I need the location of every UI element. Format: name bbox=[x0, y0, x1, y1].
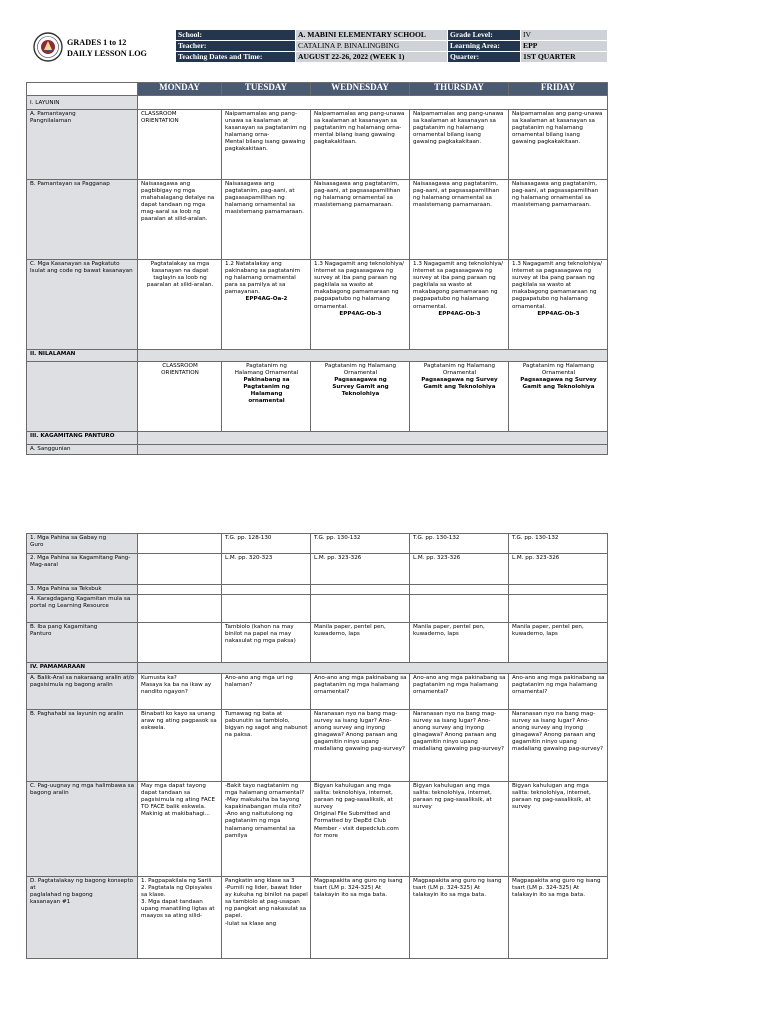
kagamitan-row bbox=[27, 432, 608, 445]
day-header: WEDNESDAY bbox=[311, 83, 410, 96]
corner-cell bbox=[27, 83, 138, 96]
cell-text: CLASSROOM ORIENTATION bbox=[161, 363, 199, 377]
learning-area-label: Learning Area: bbox=[448, 40, 521, 51]
row-label: C. Pag-uugnay ng mga halimbawa sa bagong aralin bbox=[27, 782, 138, 877]
table-row bbox=[27, 782, 608, 877]
table-cell bbox=[138, 585, 222, 595]
cell-subtopic: Pakinabang sa Pagtatanim ng Halamang ornamental bbox=[243, 377, 290, 405]
row-label: 1. Mga Pahina sa Gabay ng Guro bbox=[27, 534, 138, 554]
table-cell: 1. Pagpapakilala ng Sarili 2. Pagtatala ng Opisyales sa klase. 3. Mga dapat tandaan upang manatiling ligtas at maayos sa ating silid- bbox=[138, 877, 222, 959]
table-row bbox=[27, 877, 608, 959]
grade-level-label: Grade Level: bbox=[448, 30, 521, 41]
row-label: B. Pamantayan sa Pagganap bbox=[27, 180, 138, 260]
table-cell bbox=[509, 595, 608, 623]
dll-table-page2 bbox=[26, 533, 608, 959]
day-header: TUESDAY bbox=[222, 83, 311, 96]
dll-title-line1: GRADES 1 to 12 bbox=[67, 38, 127, 47]
row-label: C. Mga Kasanayan sa Pagkatuto Isulat ang code ng bawat kasanayan bbox=[27, 260, 138, 350]
section-kagamitan: III. KAGAMITANG PANTURO bbox=[27, 432, 138, 445]
table-cell: Naipamamalas ang pang-unawa sa kaalaman at kasanayan sa pagtatanim ng halamang orna- Mental bilang isang gawaing pagkakakitaan. bbox=[222, 110, 311, 180]
cell-subtopic: Pagsasagawa ng Survey Gamit ang Teknolohiya bbox=[421, 377, 498, 391]
quarter-value: 1ST QUARTER bbox=[521, 51, 608, 62]
teacher-label: Teacher: bbox=[176, 40, 296, 51]
table-cell: L.M. pp. 323-326 bbox=[311, 554, 410, 585]
row-label: 4. Karagdagang Kagamitan mula sa portal ng Learning Resource bbox=[27, 595, 138, 623]
section-pamamaraan: IV. PAMAMARAAN bbox=[27, 663, 138, 674]
kagamitan-bar bbox=[138, 432, 608, 445]
day-header: FRIDAY bbox=[509, 83, 608, 96]
table-cell: L.M. pp. 320-323 bbox=[222, 554, 311, 585]
pamamaraan-bar bbox=[138, 663, 608, 674]
table-cell: T.G. pp. 130-132 bbox=[410, 534, 509, 554]
table-cell bbox=[311, 585, 410, 595]
table-cell: Ano-ano ang mga pakinabang sa pagtatanim ng mga halamang ornamental? bbox=[311, 674, 410, 710]
layunin-blank bbox=[138, 96, 608, 110]
table-cell: L.M. pp. 323-326 bbox=[509, 554, 608, 585]
cell-text: 1.3 Nagagamit ang teknolohiya/ internet sa pagsasagawa ng survey at iba pang paraan ng pagkilala sa wasto at makabagong pamamaraan ng pagpapatubo ng halamang ornamental. bbox=[314, 261, 405, 310]
sanggunian-bar bbox=[138, 445, 608, 455]
table-cell: Magpapakita ang guro ng isang tsart (LM p. 324-325) At talakayin ito sa mga bata. bbox=[509, 877, 608, 959]
row-label: B. Iba pang Kagamitang Panturo bbox=[27, 623, 138, 663]
school-label: School: bbox=[176, 30, 296, 41]
competency-code: EPP4AG-Ob-3 bbox=[339, 310, 382, 317]
table-cell: Naisasagawa ang pagbibigay ng mga mahahalagang detalye na dapat tandaan ng mga mag-aaral sa loob ng paaralan at silid-aralan. bbox=[138, 180, 222, 260]
table-cell: Binabati ko kayo sa unang araw ng ating pagpasok sa eskwela. bbox=[138, 710, 222, 782]
competency-code: EPP4AG-Ob-3 bbox=[438, 310, 481, 317]
table-cell: T.G. pp. 130-132 bbox=[509, 534, 608, 554]
row-label: D. Pagtatalakay ng bagong konsepto at paglalahad ng bagong kasanayan #1 bbox=[27, 877, 138, 959]
table-cell: Bigyan kahulugan ang mga salita: teknolohiya, internet, paraan ng pag-sasaliksik, at survey bbox=[509, 782, 608, 877]
table-cell bbox=[410, 362, 509, 432]
row-label: A. Pamantayang Pangnilalaman bbox=[27, 110, 138, 180]
table-cell: CLASSROOM ORIENTATION bbox=[138, 110, 222, 180]
table-cell: Magpapakita ang guro ng isang tsart (LM p. 324-325) At talakayin ito sa mga bata. bbox=[410, 877, 509, 959]
table-row bbox=[27, 180, 608, 260]
table-cell: Bigyan kahulugan ang mga salita: teknolohiya, internet, paraan ng pag-sasaliksik, at survey bbox=[410, 782, 509, 877]
table-cell: Naisasagawa ang pagtatanim, pag-aani, at pagsasapamilihan ng halamang ornamental sa masistemang pamamaraan. bbox=[410, 180, 509, 260]
table-cell: Manila paper, pentel pen, kuwaderno, laps bbox=[311, 623, 410, 663]
table-cell: Naisasagawa ang pagtatanim, pag-aani, at pagsasapamilihan ng halamang ornamental sa masistemang pamamaraan. bbox=[509, 180, 608, 260]
school-value: A. MABINI ELEMENTARY SCHOOL bbox=[296, 30, 448, 41]
table-cell bbox=[410, 595, 509, 623]
table-cell: Kumusta ka? Masaya ka ba na ikaw ay nandito ngayon? bbox=[138, 674, 222, 710]
table-cell: Naisasagawa ang pagtatanim, pag-aani, at pagsasapamilihan ng halamang ornamental sa masistemang pamamaraan. bbox=[222, 180, 311, 260]
row-label bbox=[27, 362, 138, 432]
cell-text: 1.3 Nagagamit ang teknolohiya/ internet sa pagsasagawa ng survey at iba pang paraan ng pagkilala sa wasto at makabagong pamamaraan ng pagpapatubo ng halamang ornamental. bbox=[413, 261, 504, 310]
dll-title-line2: DAILY LESSON LOG bbox=[67, 49, 147, 58]
table-cell bbox=[311, 362, 410, 432]
day-header-row bbox=[27, 83, 608, 96]
cell-subtopic: Pagsasagawa ng Survey Gamit ang Teknolohiya bbox=[332, 377, 389, 398]
dll-header bbox=[25, 29, 607, 65]
table-row bbox=[27, 554, 608, 585]
table-cell: Tumawag ng bata at pabunutin sa tambiolo, bigyan ng sagot ang nabunot na paksa. bbox=[222, 710, 311, 782]
learning-area-value: EPP bbox=[521, 40, 608, 51]
table-cell: Bigyan kahulugan ang mga salita: teknolohiya, internet, paraan ng pag-sasaliksik, at survey Original File Submitted and Formatted by DepEd Club Member - visit depedclub.com for more bbox=[311, 782, 410, 877]
table-cell: Tambiolo (kahon na may binilot na papel na may nakasulat ng mga paksa) bbox=[222, 623, 311, 663]
table-cell: T.G. pp. 130-132 bbox=[311, 534, 410, 554]
cell-text: 1.2 Natatalakay ang pakinabang sa pagtatanim ng halamang ornamental para sa pamilya at sa pamayanan. bbox=[225, 261, 301, 296]
table-row bbox=[27, 710, 608, 782]
cell-text: Pagtatanim ng Halamang Ornamental bbox=[324, 363, 397, 377]
table-cell: Magpapakita ang guro ng isang tsart (LM p. 324-325) At talakayin ito sa mga bata. bbox=[311, 877, 410, 959]
table-row bbox=[27, 595, 608, 623]
pamamaraan-row bbox=[27, 663, 608, 674]
cell-text: Pagtatanim ng Halamang Ornamental bbox=[234, 363, 299, 377]
competency-code: EPP4AG-Ob-3 bbox=[537, 310, 580, 317]
dates-label: Teaching Dates and Time: bbox=[176, 51, 296, 62]
table-cell bbox=[410, 260, 509, 350]
sanggunian-row bbox=[27, 445, 608, 455]
table-cell: Manila paper, pentel pen, kuwaderno, laps bbox=[509, 623, 608, 663]
cell-text: Pagtatalakay sa mga kasanayan na dapat taglayin sa loob ng paaralan at silid-aralan. bbox=[146, 261, 214, 289]
teacher-value: CATALINA P. BINALINGBING bbox=[296, 40, 448, 51]
table-cell bbox=[222, 595, 311, 623]
section-layunin: I. LAYUNIN bbox=[27, 96, 138, 110]
header-info-grid bbox=[175, 29, 608, 63]
dll-table-page1 bbox=[26, 82, 608, 455]
table-cell bbox=[222, 260, 311, 350]
table-cell bbox=[138, 595, 222, 623]
cell-text: Pagtatanim ng Halamang Ornamental bbox=[423, 363, 496, 377]
table-cell: Naranasan nyo na bang mag-survey sa isang lugar? Ano-anong survey ang inyong ginagawa? Anong paraan ang gagamitin ninyo upang madaliang gawaing pag-survey? bbox=[509, 710, 608, 782]
competency-code: EPP4AG-Oa-2 bbox=[245, 296, 288, 303]
row-label: 3. Mga Pahina sa Teksbuk bbox=[27, 585, 138, 595]
table-cell bbox=[311, 595, 410, 623]
table-cell: Ano-ano ang mga pakinabang sa pagtatanim ng mga halamang ornamental? bbox=[509, 674, 608, 710]
table-row bbox=[27, 110, 608, 180]
table-cell bbox=[138, 623, 222, 663]
cell-text: Pagtatanim ng Halamang Ornamental bbox=[522, 363, 595, 377]
table-row bbox=[27, 623, 608, 663]
cell-text: 1.3 Nagagamit ang teknolohiya/ internet sa pagsasagawa ng survey at iba pang paraan ng pagkilala sa wasto at makabagong pamamaraan ng pagpapatubo ng halamang ornamental. bbox=[512, 261, 603, 310]
table-cell: T.G. pp. 128-130 bbox=[222, 534, 311, 554]
layunin-row bbox=[27, 96, 608, 110]
table-cell bbox=[222, 362, 311, 432]
table-cell bbox=[509, 260, 608, 350]
row-label: B. Paghahabi sa layunin ng aralin bbox=[27, 710, 138, 782]
table-cell bbox=[509, 585, 608, 595]
table-row bbox=[27, 534, 608, 554]
quarter-label: Quarter: bbox=[448, 51, 521, 62]
table-cell: Pangkatin ang klase sa 3 -Pumili ng lider, bawat lider ay kukuha ng binilot na papel sa tambiolo at pag-usapan ng pangkat ang nakasulat sa papel. -Iulat sa klase ang bbox=[222, 877, 311, 959]
table-row bbox=[27, 585, 608, 595]
table-cell bbox=[138, 362, 222, 432]
table-cell bbox=[138, 554, 222, 585]
table-cell: Naipamamalas ang pang-unawa sa kaalaman at kasanayan sa pagtatanim ng halamang ornamental bilang isang gawaing pagkakakitaan. bbox=[509, 110, 608, 180]
table-cell: Naranasan nyo na bang mag-survey sa isang lugar? Ano-anong survey ang inyong ginagawa? Anong paraan ang gagamitin ninyo upang madaliang gawaing pag-survey? bbox=[410, 710, 509, 782]
table-cell bbox=[138, 534, 222, 554]
section-nilalaman: II. NILALAMAN bbox=[27, 350, 138, 362]
table-cell: Naipamamalas ang pang-unawa sa kaalaman at kasanayan sa pagtatanim ng halamang orna- mental bilang isang gawaing pagkakakitaan. bbox=[311, 110, 410, 180]
table-cell bbox=[138, 260, 222, 350]
day-header: MONDAY bbox=[138, 83, 222, 96]
table-cell: Naisasagawa ang pagtatanim, pag-aani, at pagsasapamilihan ng halamang ornamental sa masistemang pamamaraan. bbox=[311, 180, 410, 260]
deped-seal-icon bbox=[33, 32, 63, 62]
table-cell: May mga dapat tayong dapat tandaan sa pagsisimula ng ating FACE TO FACE balik eskwela. Makinig at makibahagi... bbox=[138, 782, 222, 877]
dates-value: AUGUST 22-26, 2022 (WEEK 1) bbox=[296, 51, 448, 62]
table-cell: Naipamamalas ang pang-unawa sa kaalaman at kasanayan sa pagtatanim ng halamang ornamental bilang isang gawaing pagkakakitaan. bbox=[410, 110, 509, 180]
table-cell bbox=[311, 260, 410, 350]
table-cell: L.M. pp. 323-326 bbox=[410, 554, 509, 585]
table-cell: Ano-ano ang mga uri ng halaman? bbox=[222, 674, 311, 710]
day-header: THURSDAY bbox=[410, 83, 509, 96]
table-cell: -Bakit tayo nagtatanim ng mga halamang ornamental? -May makukuha ba tayong kapakinabangan mula rito? -Ano ang naitutulong ng pagtatanim ng mga halamang ornamental sa pamilya bbox=[222, 782, 311, 877]
table-row bbox=[27, 674, 608, 710]
grade-level-value: IV bbox=[521, 30, 608, 41]
row-label: A. Balik-Aral sa nakaraang aralin at/o pagsisimula ng bagong aralin bbox=[27, 674, 138, 710]
nilalaman-bar bbox=[138, 350, 608, 362]
cell-subtopic: Pagsasagawa ng Survey Gamit ang Teknolohiya bbox=[520, 377, 597, 391]
table-cell: Naranasan nyo na bang mag-survey sa isang lugar? Ano-anong survey ang inyong ginagawa? Anong paraan ang gagamitin ninyo upang madaliang gawaing pag-survey? bbox=[311, 710, 410, 782]
table-cell bbox=[410, 585, 509, 595]
table-cell bbox=[222, 585, 311, 595]
nilalaman-row bbox=[27, 350, 608, 362]
section-sanggunian: A. Sanggunian bbox=[27, 445, 138, 455]
table-row bbox=[27, 260, 608, 350]
table-cell bbox=[509, 362, 608, 432]
table-row bbox=[27, 362, 608, 432]
table-cell: Manila paper, pentel pen, kuwaderno, laps bbox=[410, 623, 509, 663]
table-cell: Ano-ano ang mga pakinabang sa pagtatanim ng mga halamang ornamental? bbox=[410, 674, 509, 710]
row-label: 2. Mga Pahina sa Kagamitang Pang- Mag-aaral bbox=[27, 554, 138, 585]
